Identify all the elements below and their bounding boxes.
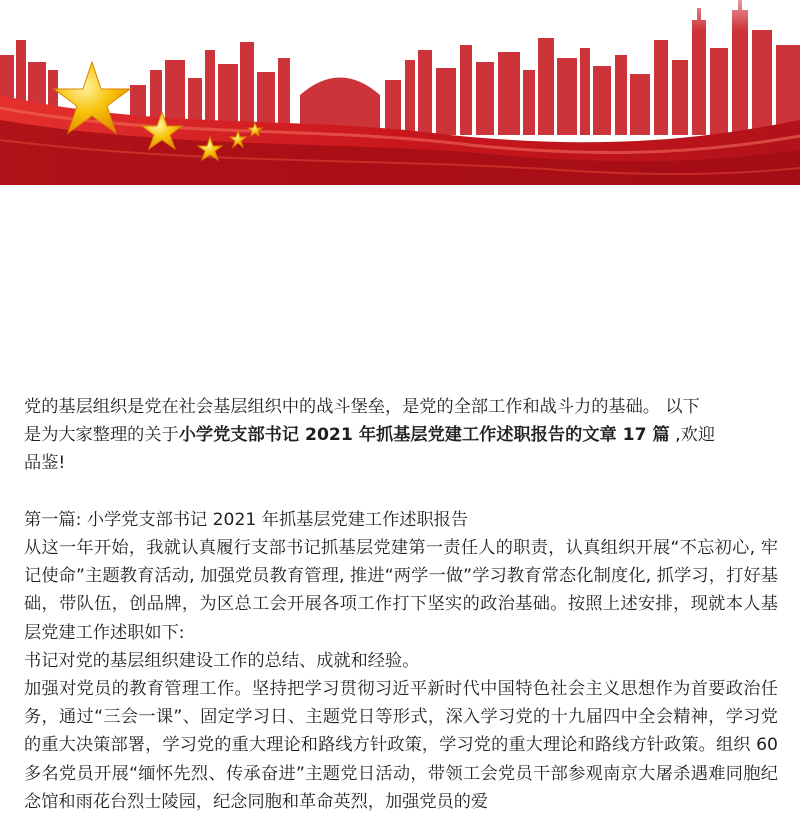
article-paragraph-2: 书记对党的基层组织建设工作的总结、成就和经验。: [24, 650, 420, 671]
header-banner: [0, 0, 800, 185]
intro-prefix: 是为大家整理的关于: [24, 425, 179, 446]
intro-line-2: [24, 421, 778, 449]
article-paragraph-1: 从这一年开始，我就认真履行支部书记抓基层党建第一责任人的职责，认真组织开展“不忘初心, 牢记使命”主题教育活动, 加强党员教育管理, 推进“两学一做”学习教育常态化制度化, 抓学习，打好基础，带队伍，创品牌，为区总工会开展各项工作打下坚实的政治基础。按照上述安排，现就本人基层党建工作述职如下:: [24, 538, 778, 643]
intro-line-1: 党的基层组织是党在社会基层组织中的战斗堡垒，是党的全部工作和战斗力的基础。 以下: [24, 397, 700, 417]
article-heading: 第一篇: 小学党支部书记 2021 年抓基层党建工作述职报告: [24, 509, 469, 530]
paragraph-gap: [24, 478, 778, 506]
city-skyline-icon: [0, 0, 800, 185]
intro-suffix: ,欢迎: [669, 425, 716, 446]
article-paragraph-3: 加强对党员的教育管理工作。坚持把学习贯彻习近平新时代中国特色社会主义思想作为首要政治任务，通过“三会一课”、固定学习日、主题党日等形式，深入学习党的十九届四中全会精神，学习党的重大决策部署，学习党的重大理论和路线方针政策，学习党的重大理论和路线方针政策。组织 60 多名党员开展“缅怀先烈、传承奋进”主题党日活动，带领工会党员干部参观南京大屠杀遇难同胞纪念馆和雨花台烈士陵园，纪念同胞和革命英烈，加强党员的爱: [24, 679, 778, 812]
document-body: [24, 393, 778, 816]
intro-line-3: 品鉴!: [24, 453, 66, 474]
intro-article-title: 小学党支部书记 2021 年抓基层党建工作述职报告的文章 17 篇: [178, 425, 670, 446]
